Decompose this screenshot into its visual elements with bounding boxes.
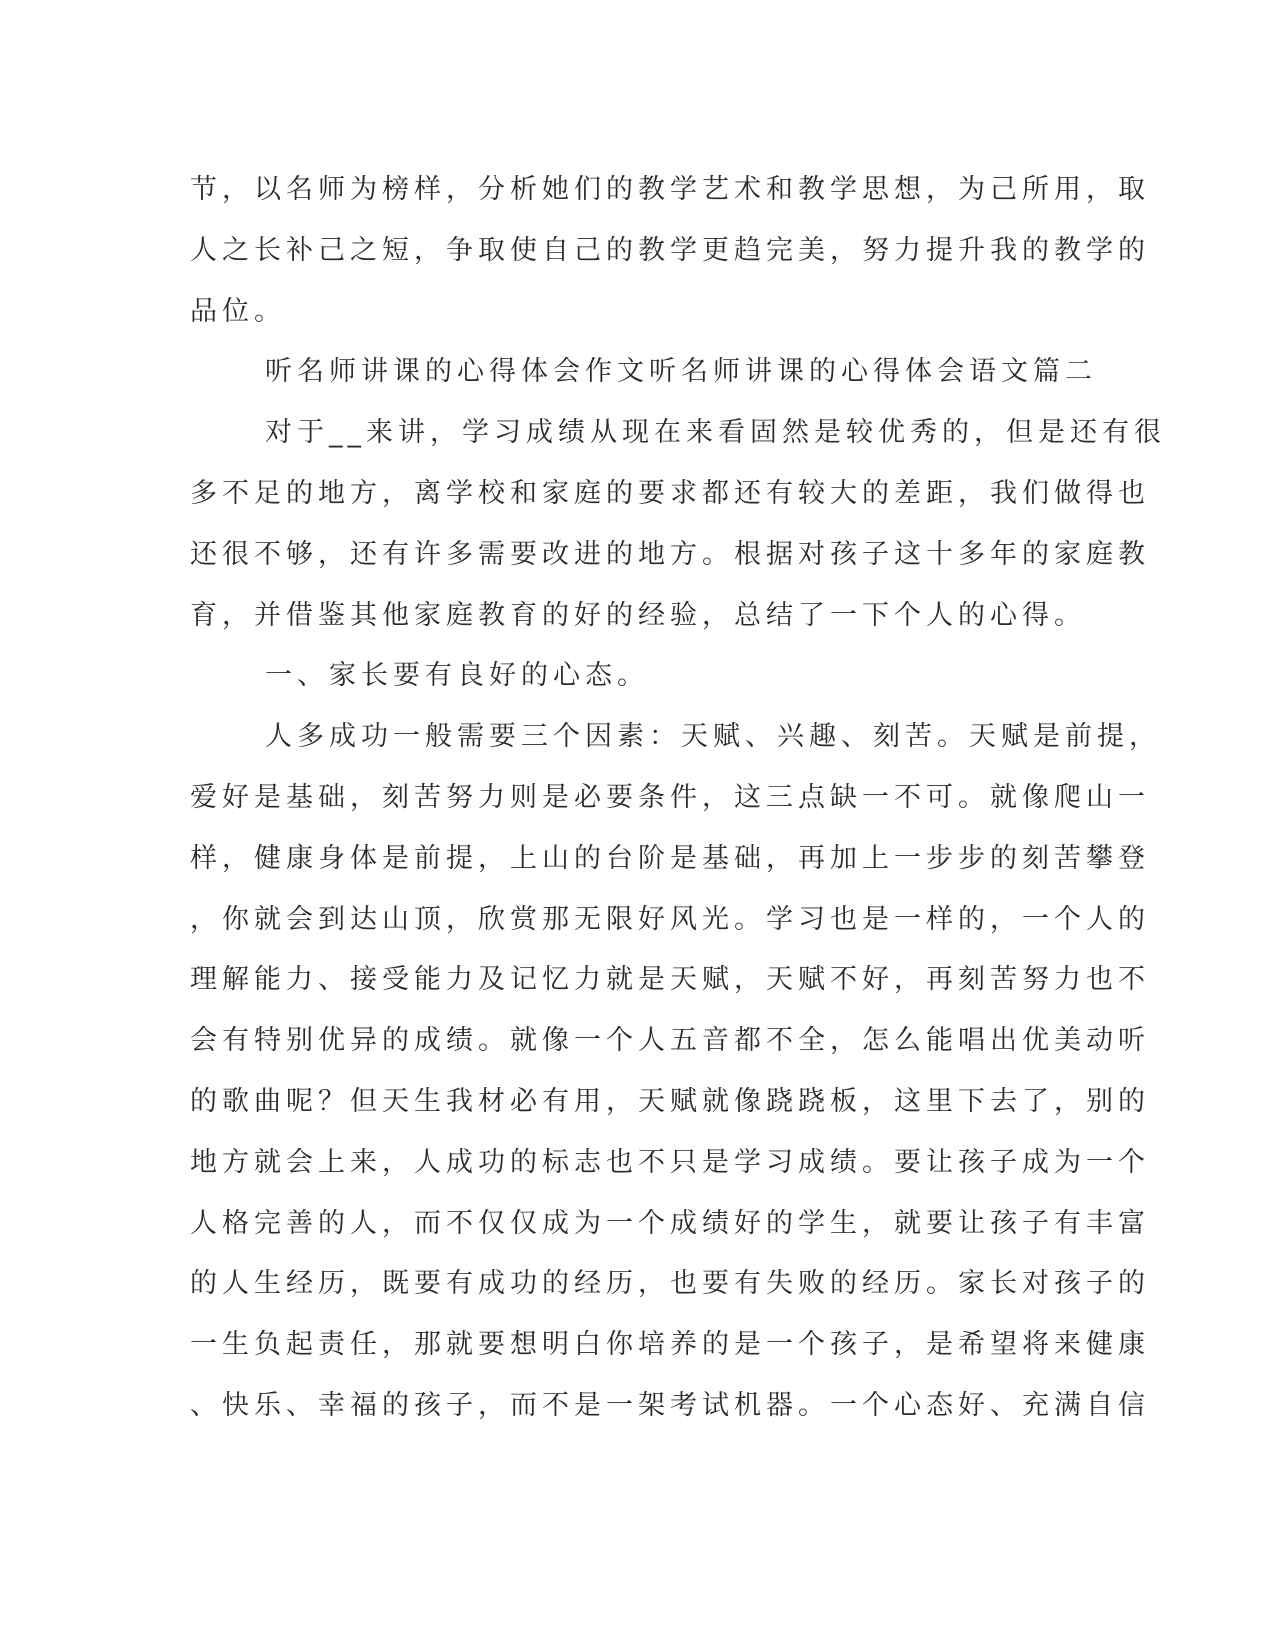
body-text <box>190 160 1166 1437</box>
text-line: 、快乐、幸福的孩子，而不是一架考试机器。一个心态好、充满自信 <box>190 1389 1150 1421</box>
text-line: 的歌曲呢？但天生我材必有用，天赋就像跷跷板，这里下去了，别的 <box>190 1085 1150 1117</box>
text-line: 一生负起责任，那就要想明白你培养的是一个孩子，是希望将来健康 <box>190 1329 1150 1361</box>
section-heading: 听名师讲课的心得体会作文听名师讲课的心得体会语文篇二 <box>265 356 1097 388</box>
text-line: 还很不够，还有许多需要改进的地方。根据对孩子这十多年的家庭教 <box>190 538 1150 570</box>
text-line: 人之长补己之短，争取使自己的教学更趋完美，努力提升我的教学的 <box>190 234 1150 266</box>
text-line: 理解能力、接受能力及记忆力就是天赋，天赋不好，再刻苦努力也不 <box>190 964 1150 996</box>
paragraph-start-line: 对于__来讲，学习成绩从现在来看固然是较优秀的，但是还有很 <box>265 417 1166 449</box>
text-line: 育，并借鉴其他家庭教育的好的经验，总结了一下个人的心得。 <box>190 599 1086 631</box>
text-line: 节，以名师为榜样，分析她们的教学艺术和教学思想，为己所用，取 <box>190 174 1150 205</box>
text-line: 样，健康身体是前提，上山的台阶是基础，再加上一步步的刻苦攀登 <box>190 842 1150 874</box>
text-line: 多不足的地方，离学校和家庭的要求都还有较大的差距，我们做得也 <box>190 477 1150 509</box>
text-line: 人格完善的人，而不仅仅成为一个成绩好的学生，就要让孩子有丰富 <box>190 1207 1150 1239</box>
text-line: ，你就会到达山顶，欣赏那无限好风光。学习也是一样的，一个人的 <box>190 903 1150 935</box>
text-line: 地方就会上来，人成功的标志也不只是学习成绩。要让孩子成为一个 <box>190 1146 1150 1178</box>
paragraph-start-line: 人多成功一般需要三个因素：天赋、兴趣、刻苦。天赋是前提， <box>265 721 1161 753</box>
text-line: 的人生经历，既要有成功的经历，也要有失败的经历。家长对孩子的 <box>190 1268 1150 1300</box>
text-line: 会有特别优异的成绩。就像一个人五音都不全，怎么能唱出优美动听 <box>190 1025 1150 1057</box>
text-line: 爱好是基础，刻苦努力则是必要条件，这三点缺一不可。就像爬山一 <box>190 781 1150 813</box>
text-line: 品位。 <box>190 295 286 327</box>
subheading: 一、家长要有良好的心态。 <box>265 660 649 692</box>
